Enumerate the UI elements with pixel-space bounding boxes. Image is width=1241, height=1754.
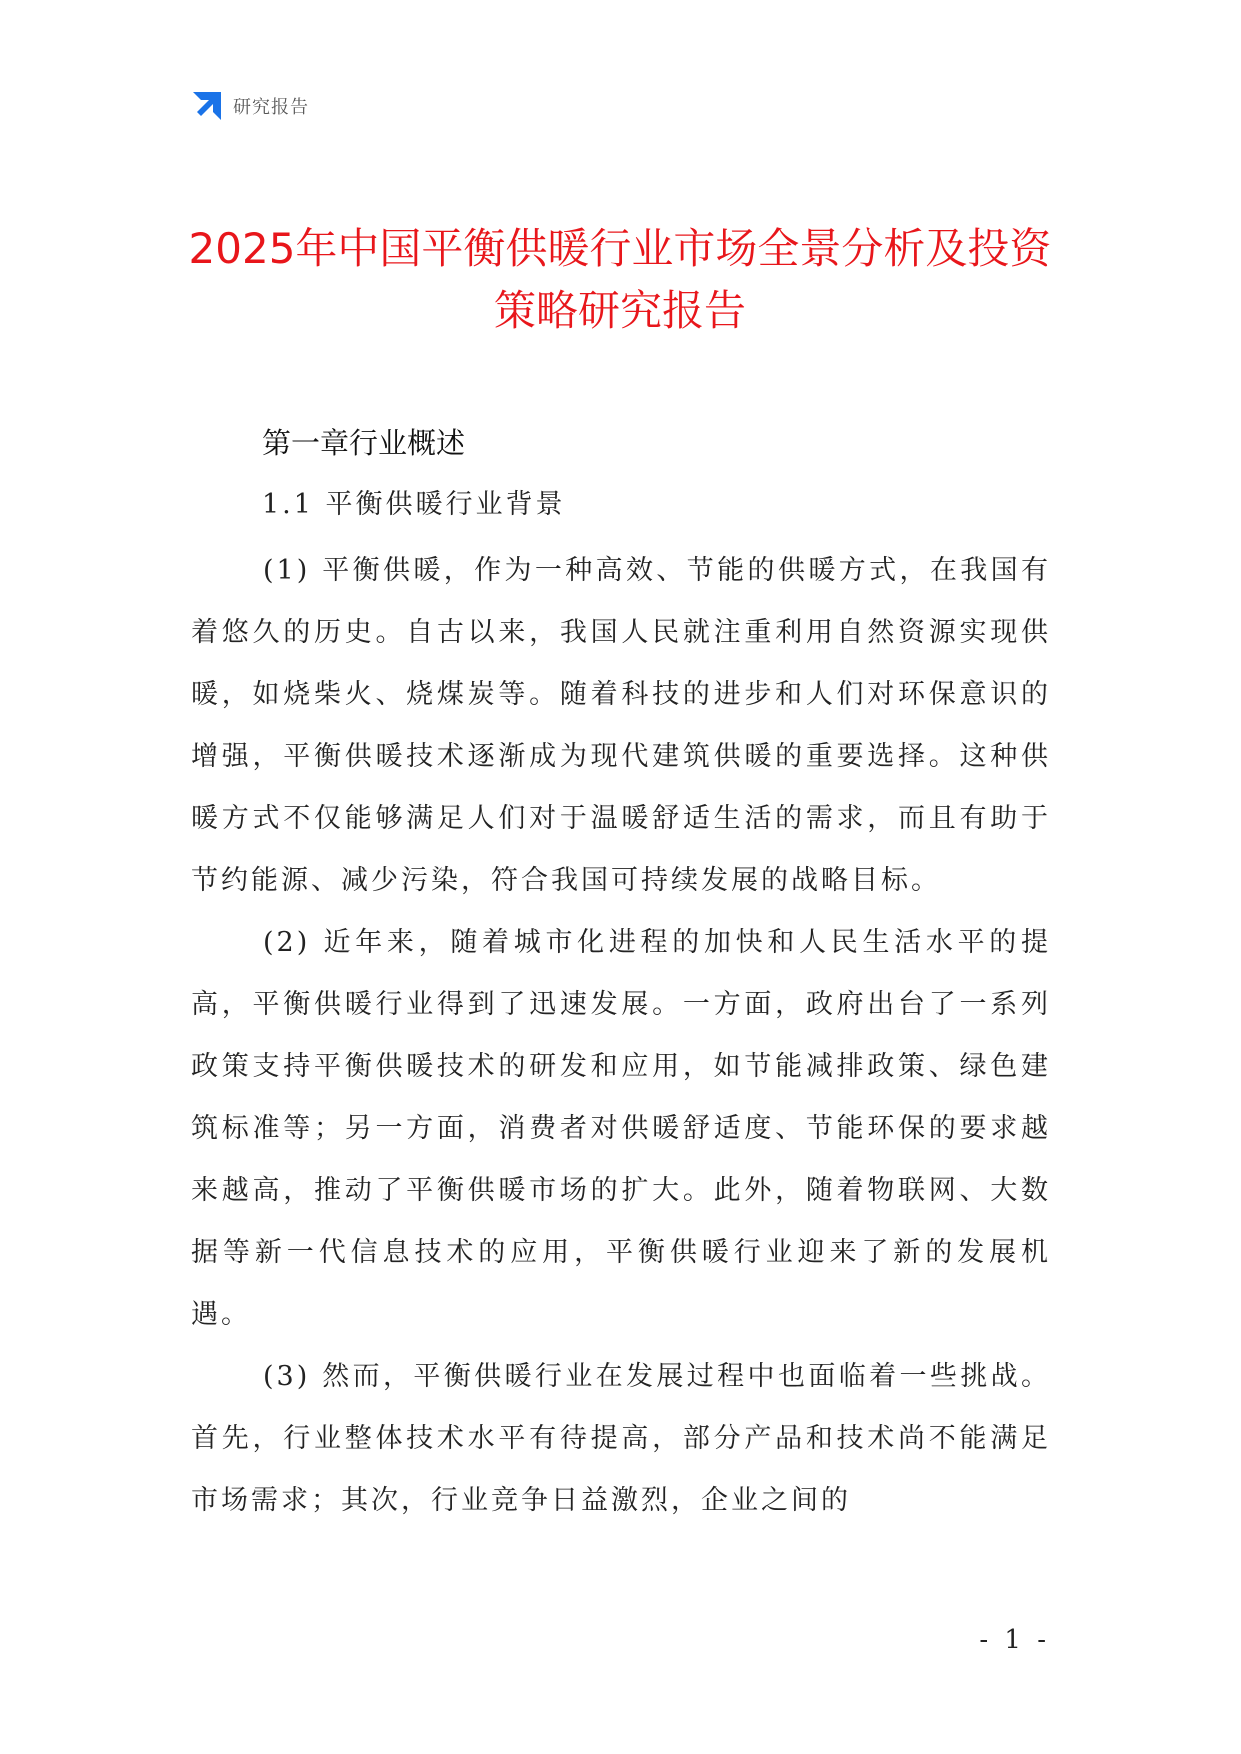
report-header [191,90,309,122]
header-label: 研究报告 [233,97,309,118]
arrow-up-right-logo-icon [191,90,223,122]
paragraph-1: (1) 平衡供暖，作为一种高效、节能的供暖方式，在我国有着悠久的历史。自古以来，我国人民就注重利用自然资源实现供暖，如烧柴火、烧煤炭等。随着科技的进步和人们对环保意识的增强，平衡供暖技术逐渐成为现代建筑供暖的重要选择。这种供暖方式不仅能够满足人们对于温暖舒适生活的需求，而且有助于节约能源、减少污染，符合我国可持续发展的战略目标。 [191,555,1051,896]
paragraph-3: (3) 然而，平衡供暖行业在发展过程中也面临着一些挑战。首先，行业整体技术水平有待提高，部分产品和技术尚不能满足市场需求；其次，行业竞争日益激烈，企业之间的 [191,1361,1051,1516]
chapter-heading: 第一章行业概述 [262,426,466,460]
document-title: 2025年中国平衡供暖行业市场全景分析及投资策略研究报告 [188,224,1052,335]
document-body [191,540,1051,1532]
page-number: - 1 - [979,1625,1050,1655]
section-heading: 1.1 平衡供暖行业背景 [262,489,566,520]
paragraph-2: (2) 近年来，随着城市化进程的加快和人民生活水平的提高，平衡供暖行业得到了迅速发展。一方面，政府出台了一系列政策支持平衡供暖技术的研发和应用，如节能减排政策、绿色建筑标准等；另一方面，消费者对供暖舒适度、节能环保的要求越来越高，推动了平衡供暖市场的扩大。此外，随着物联网、大数据等新一代信息技术的应用，平衡供暖行业迎来了新的发展机遇。 [191,927,1051,1330]
